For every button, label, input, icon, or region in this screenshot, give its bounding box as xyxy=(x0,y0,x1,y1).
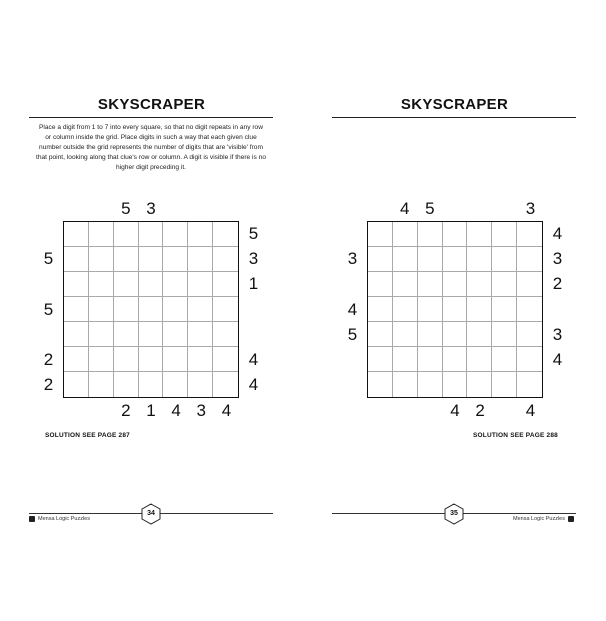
clue-left: 5 xyxy=(347,324,358,344)
grid-cell[interactable] xyxy=(163,347,188,372)
grid-cell[interactable] xyxy=(139,222,164,247)
grid-cell[interactable] xyxy=(368,247,393,272)
grid-cell[interactable] xyxy=(393,222,418,247)
page-number: 35 xyxy=(450,510,458,517)
grid-cell[interactable] xyxy=(418,297,443,322)
grid-cell[interactable] xyxy=(114,297,139,322)
grid-cell[interactable] xyxy=(418,322,443,347)
grid-cell[interactable] xyxy=(139,272,164,297)
grid-cell[interactable] xyxy=(163,272,188,297)
brand-label: Mensa Logic Puzzles xyxy=(513,516,565,522)
grid-cell[interactable] xyxy=(89,297,114,322)
grid-cell[interactable] xyxy=(418,347,443,372)
grid-cell[interactable] xyxy=(393,372,418,397)
page-number-badge xyxy=(443,503,465,525)
grid-cell[interactable] xyxy=(467,297,492,322)
clue-top: 3 xyxy=(146,199,156,218)
page-number-badge xyxy=(140,503,162,525)
grid-cell[interactable] xyxy=(492,372,517,397)
grid-cell[interactable] xyxy=(368,222,393,247)
grid-cell[interactable] xyxy=(64,297,89,322)
grid-cell[interactable] xyxy=(368,372,393,397)
grid-cell[interactable] xyxy=(139,372,164,397)
clue-bottom: 4 xyxy=(221,401,232,420)
grid-cell[interactable] xyxy=(517,222,542,247)
footer-brand xyxy=(513,516,574,522)
grid-cell[interactable] xyxy=(467,247,492,272)
grid-cell[interactable] xyxy=(517,372,542,397)
grid-cell[interactable] xyxy=(64,222,89,247)
grid-cell[interactable] xyxy=(89,322,114,347)
clue-right: 3 xyxy=(552,249,563,269)
puzzle-title: SKYSCRAPER xyxy=(97,96,206,113)
grid-cell[interactable] xyxy=(89,372,114,397)
grid-cell[interactable] xyxy=(443,297,468,322)
puzzle-title: SKYSCRAPER xyxy=(400,96,509,113)
grid-cell[interactable] xyxy=(467,222,492,247)
grid-cell[interactable] xyxy=(188,322,213,347)
grid-cell[interactable] xyxy=(467,347,492,372)
brand-label: Mensa Logic Puzzles xyxy=(38,516,90,522)
mensa-logo-icon xyxy=(568,516,574,522)
grid-cell[interactable] xyxy=(114,222,139,247)
grid-cell[interactable] xyxy=(188,297,213,322)
grid-cell[interactable] xyxy=(517,322,542,347)
puzzle-instructions: Place a digit from 1 to 7 into every square, so that no digit repeats in any row or column inside the grid. Place digits in such a way that each given clue number outside the grid represents the number of digits that are 'visible' from that point, looking along that clue's row or column. A digit is visible if there is no higher digit preceding it. xyxy=(36,124,266,171)
grid-cell[interactable] xyxy=(64,322,89,347)
grid-cell[interactable] xyxy=(188,372,213,397)
clue-top: 4 xyxy=(399,199,410,218)
grid-cell[interactable] xyxy=(139,322,164,347)
grid-cell[interactable] xyxy=(492,272,517,297)
grid-cell[interactable] xyxy=(213,347,238,372)
grid-cell[interactable] xyxy=(443,272,468,297)
grid-cell[interactable] xyxy=(443,247,468,272)
title-rule xyxy=(29,117,273,118)
grid-cell[interactable] xyxy=(368,322,393,347)
footer-brand xyxy=(29,516,90,522)
grid-cell[interactable] xyxy=(418,247,443,272)
grid-cell[interactable] xyxy=(492,222,517,247)
clue-top: 5 xyxy=(425,199,435,218)
grid-cell[interactable] xyxy=(163,297,188,322)
grid-cell[interactable] xyxy=(163,322,188,347)
grid-cell[interactable] xyxy=(467,272,492,297)
grid-cell[interactable] xyxy=(89,347,114,372)
clue-left: 2 xyxy=(43,374,54,394)
grid-cell[interactable] xyxy=(393,297,418,322)
clue-left: 5 xyxy=(43,249,54,269)
grid-cell[interactable] xyxy=(418,272,443,297)
clue-right: 4 xyxy=(552,349,563,369)
grid-cell[interactable] xyxy=(393,322,418,347)
grid-cell[interactable] xyxy=(368,272,393,297)
grid-cell[interactable] xyxy=(188,272,213,297)
grid-cell[interactable] xyxy=(443,322,468,347)
clue-left: 2 xyxy=(43,349,54,369)
grid-cell[interactable] xyxy=(517,272,542,297)
grid-cell[interactable] xyxy=(114,322,139,347)
grid-cell[interactable] xyxy=(89,247,114,272)
clue-right: 2 xyxy=(552,274,563,294)
grid-cell[interactable] xyxy=(213,372,238,397)
clue-left: 4 xyxy=(347,299,358,319)
grid-cell[interactable] xyxy=(443,347,468,372)
puzzle-grid xyxy=(367,221,543,398)
grid-cell[interactable] xyxy=(492,347,517,372)
grid-cell[interactable] xyxy=(517,347,542,372)
grid-cell[interactable] xyxy=(114,247,139,272)
clue-bottom: 4 xyxy=(450,401,460,420)
clue-bottom: 2 xyxy=(475,401,485,420)
grid-cell[interactable] xyxy=(64,347,89,372)
grid-cell[interactable] xyxy=(64,372,89,397)
clue-right: 1 xyxy=(248,274,259,294)
grid-cell[interactable] xyxy=(492,322,517,347)
grid-cell[interactable] xyxy=(393,247,418,272)
grid-cell[interactable] xyxy=(492,297,517,322)
grid-cell[interactable] xyxy=(213,322,238,347)
grid-cell[interactable] xyxy=(188,347,213,372)
clue-right: 4 xyxy=(248,374,259,394)
clue-top: 5 xyxy=(121,199,131,218)
clue-bottom: 3 xyxy=(196,401,207,420)
grid-cell[interactable] xyxy=(64,272,89,297)
clue-left: 3 xyxy=(347,249,358,269)
grid-cell[interactable] xyxy=(418,372,443,397)
clue-left: 5 xyxy=(43,299,54,319)
grid-cell[interactable] xyxy=(418,222,443,247)
grid-cell[interactable] xyxy=(188,222,213,247)
grid-cell[interactable] xyxy=(393,347,418,372)
grid-cell[interactable] xyxy=(89,272,114,297)
page-number: 34 xyxy=(147,510,155,517)
grid-cell[interactable] xyxy=(139,347,164,372)
title-rule xyxy=(332,117,576,118)
solution-reference: SOLUTION SEE PAGE 288 xyxy=(473,432,558,439)
grid-cell[interactable] xyxy=(163,372,188,397)
clue-bottom: 2 xyxy=(121,401,131,420)
clue-right: 5 xyxy=(248,224,259,244)
grid-cell[interactable] xyxy=(213,247,238,272)
grid-cell[interactable] xyxy=(368,347,393,372)
grid-cell[interactable] xyxy=(517,247,542,272)
grid-cell[interactable] xyxy=(213,272,238,297)
puzzle-grid xyxy=(63,221,239,398)
solution-reference: SOLUTION SEE PAGE 287 xyxy=(45,432,130,439)
grid-cell[interactable] xyxy=(163,222,188,247)
clue-bottom: 1 xyxy=(146,401,156,420)
clue-right: 4 xyxy=(248,349,259,369)
grid-cell[interactable] xyxy=(163,247,188,272)
clue-right: 3 xyxy=(552,324,563,344)
grid-cell[interactable] xyxy=(188,247,213,272)
clue-bottom: 4 xyxy=(171,401,181,420)
clue-right: 3 xyxy=(248,249,259,269)
grid-cell[interactable] xyxy=(114,372,139,397)
right-page xyxy=(303,0,606,621)
grid-cell[interactable] xyxy=(443,222,468,247)
grid-cell[interactable] xyxy=(114,272,139,297)
grid-cell[interactable] xyxy=(139,297,164,322)
clue-top: 3 xyxy=(525,199,536,218)
grid-cell[interactable] xyxy=(64,247,89,272)
grid-cell[interactable] xyxy=(492,247,517,272)
grid-cell[interactable] xyxy=(368,297,393,322)
grid-cell[interactable] xyxy=(213,222,238,247)
clue-right: 4 xyxy=(552,224,563,244)
grid-cell[interactable] xyxy=(393,272,418,297)
grid-cell[interactable] xyxy=(517,297,542,322)
mensa-logo-icon xyxy=(29,516,35,522)
grid-cell[interactable] xyxy=(139,247,164,272)
grid-cell[interactable] xyxy=(213,297,238,322)
grid-cell[interactable] xyxy=(443,372,468,397)
clue-bottom: 4 xyxy=(525,401,536,420)
grid-cell[interactable] xyxy=(114,347,139,372)
grid-cell[interactable] xyxy=(89,222,114,247)
grid-cell[interactable] xyxy=(467,372,492,397)
grid-cell[interactable] xyxy=(467,322,492,347)
